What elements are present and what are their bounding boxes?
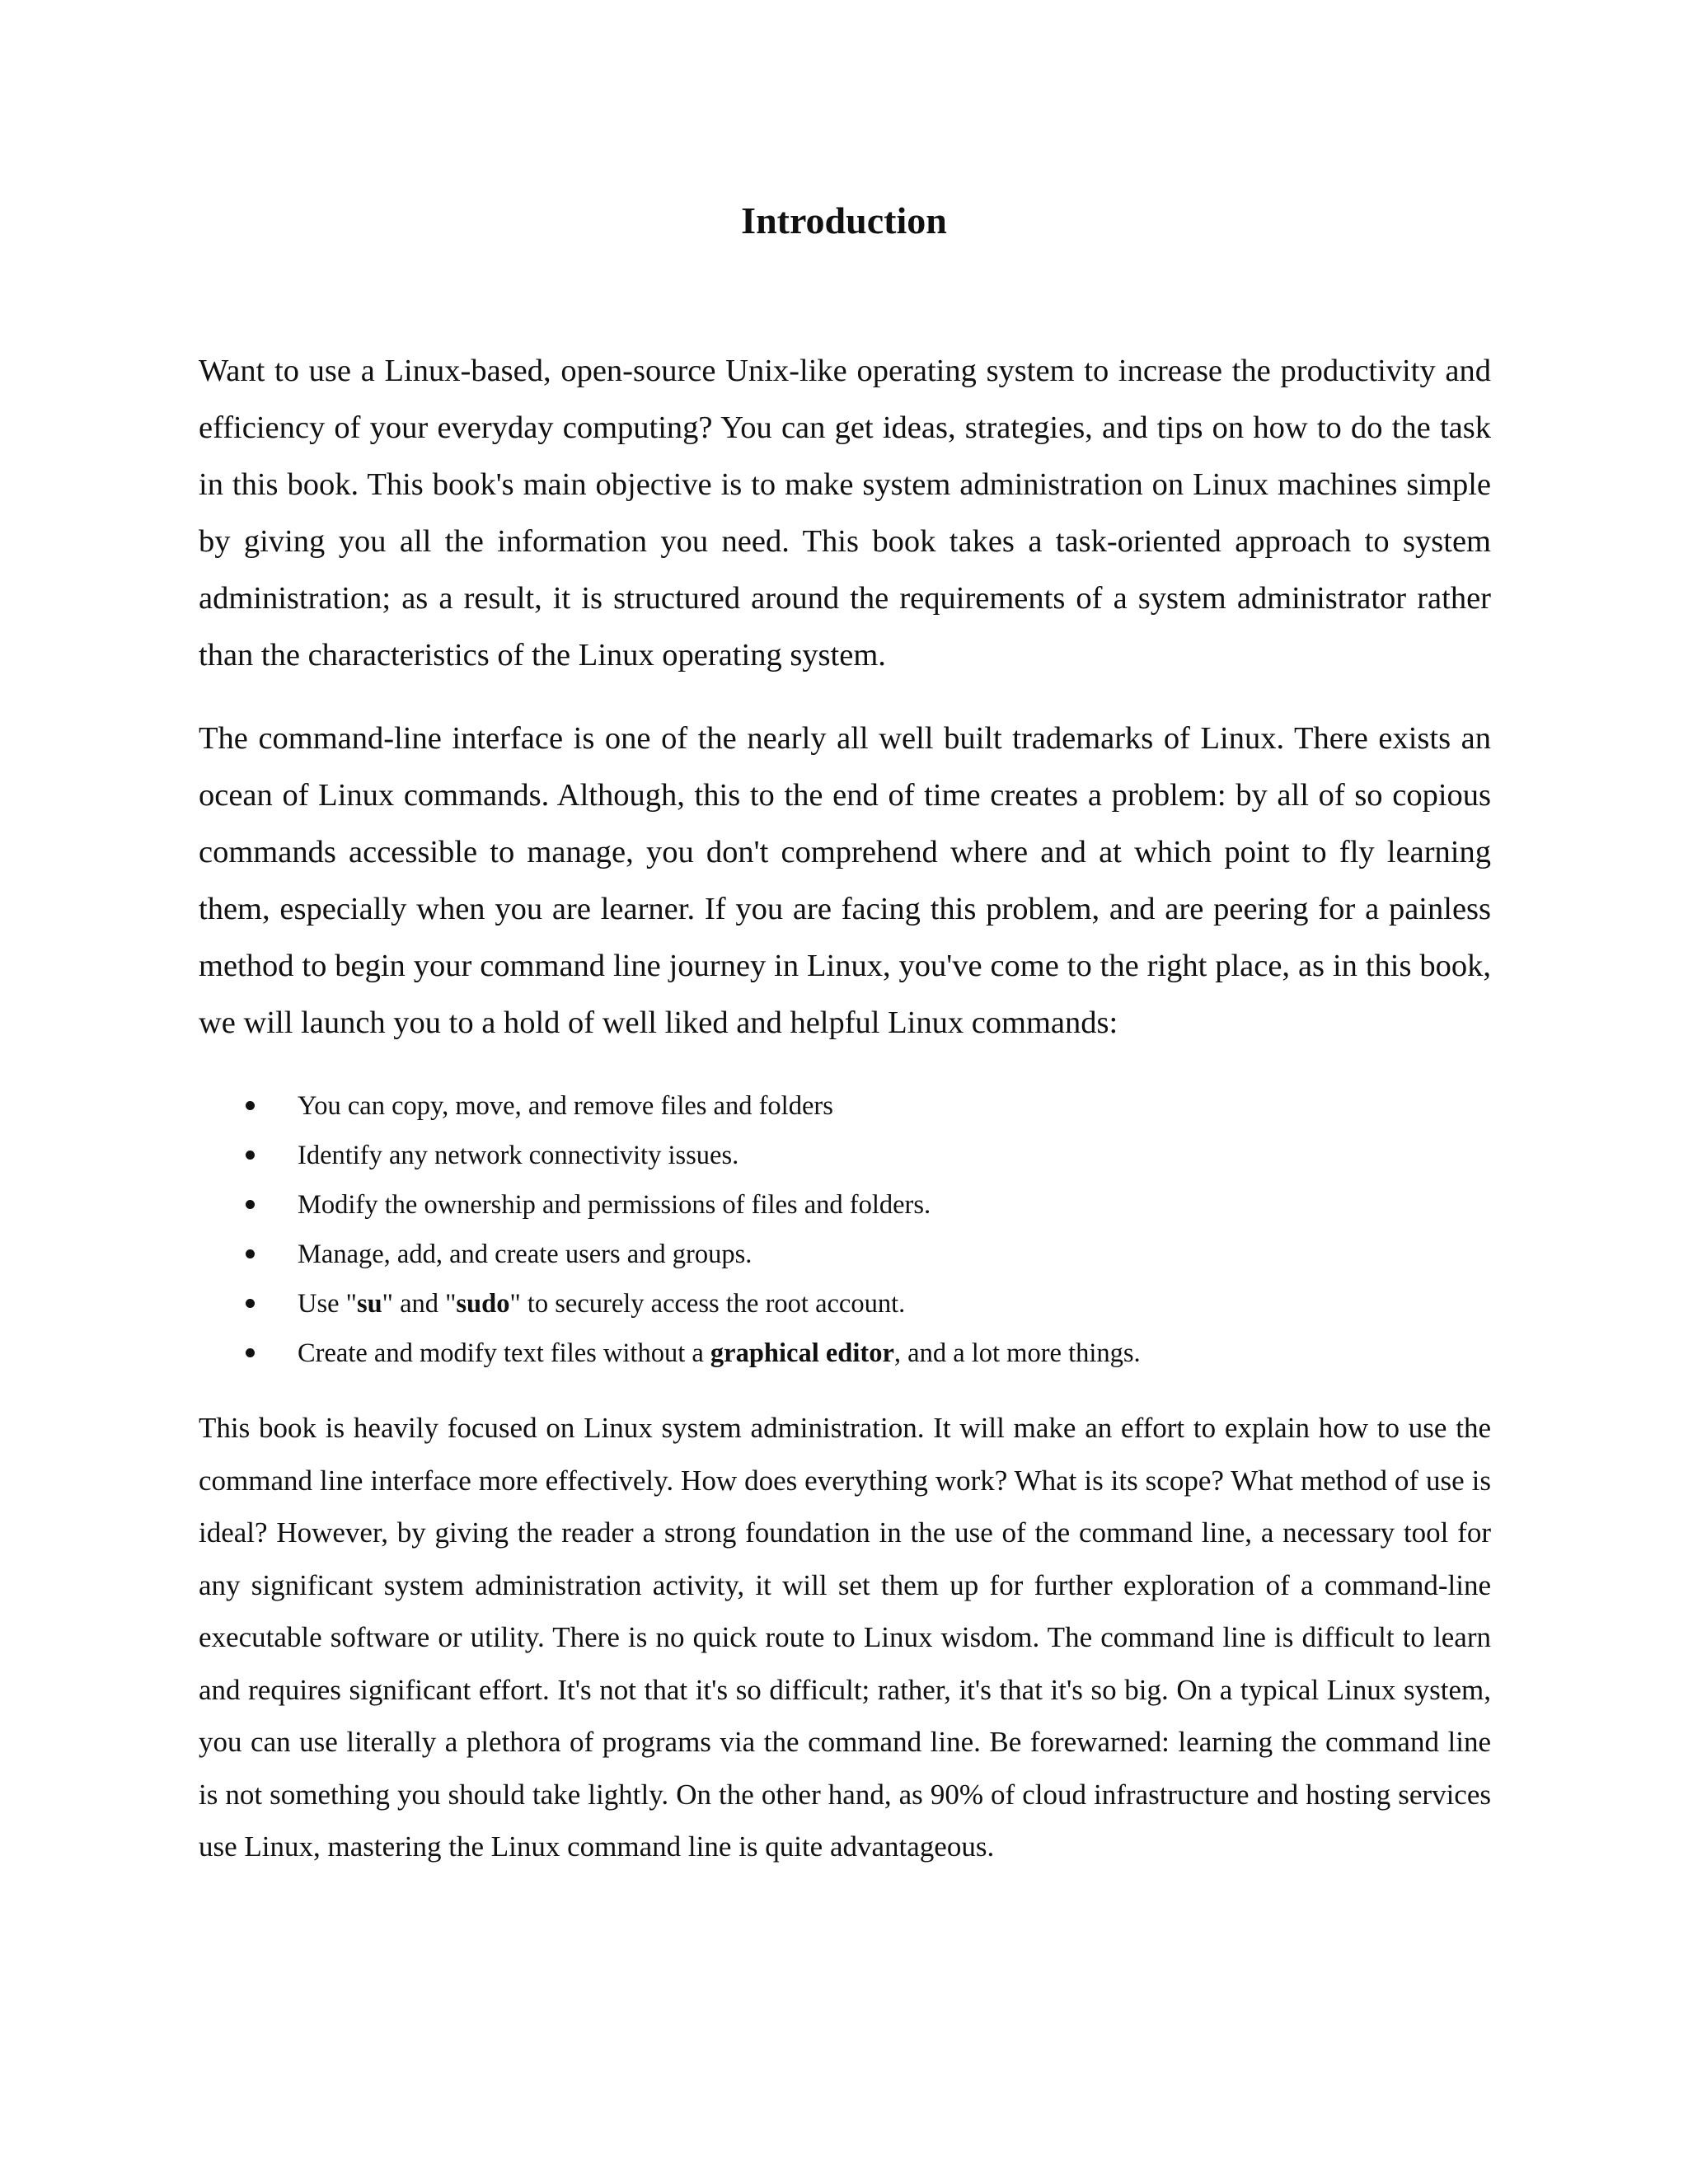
bullet-icon [246, 1101, 255, 1110]
list-item-text: Manage, add, and create users and groups. [298, 1240, 753, 1269]
list-item-text-post: , and a lot more things. [893, 1338, 1141, 1368]
intro-paragraph-1: Want to use a Linux-based, open-source Unix-like operating system to increase the productivity and efficiency of your everyday computing? You can get ideas, strategies, and tips on how to do the task in this book. This book's main objective is to make system administration on Linux machines simple by giving you all the information you need. This book takes a task-oriented approach to system administration; as a result, it is structured around the requirements of a system administrator rather than the characteristics of the Linux operating system. [199, 354, 1491, 673]
list-item-text-pre: Create and modify text files without a [298, 1338, 710, 1368]
bullet-icon [246, 1348, 255, 1357]
list-item-text-post: " to securely access the root account. [509, 1289, 906, 1319]
list-item-text-mid: " and " [382, 1289, 457, 1319]
intro-paragraph-2: The command-line interface is one of the nearly all well built trademarks of Linux. There exists an ocean of Linux commands. Although, this to the end of time creates a problem: by all of so copious commands accessible to manage, you don't comprehend where and at which point to fly learning them, especially when you are learner. If you are facing this problem, and are peering for a painless method to begin your command line journey in Linux, you've come to the right place, as in this book, we will launch you to a hold of well liked and helpful Linux commands: [199, 721, 1491, 1040]
list-item-text: You can copy, move, and remove files and folders [298, 1091, 833, 1121]
intro-paragraph-3: This book is heavily focused on Linux system administration. It will make an effort to explain how to use the command line interface more effectively. How does everything work? What is its scope? What method of use is ideal? However, by giving the reader a strong foundation in the use of the command line, a necessary tool for any significant system administration activity, it will set them up for further exploration of a command-line executable software or utility. There is no quick route to Linux wisdom. The command line is difficult to learn and requires significant effort. It's not that it's so difficult; rather, it's that it's so big. On a typical Linux system, you can use literally a plethora of programs via the command line. Be forewarned: learning the command line is not something you should take lightly. On the other hand, as 90% of cloud infrastructure and hosting services use Linux, mastering the Linux command line is quite advantageous. [199, 1412, 1491, 1863]
list-item-text: Identify any network connectivity issues. [298, 1141, 739, 1170]
bullet-icon [246, 1299, 255, 1308]
list-item [199, 1081, 1491, 1131]
command-name-sudo: sudo [456, 1289, 510, 1319]
list-item [199, 1131, 1491, 1180]
list-item [199, 1180, 1491, 1230]
page-title: Introduction [741, 199, 947, 241]
command-topics-list [199, 1081, 1491, 1378]
list-item [199, 1279, 1491, 1329]
list-item-text: Modify the ownership and permissions of files and folders. [298, 1190, 931, 1220]
bullet-icon [246, 1151, 255, 1160]
list-item-text-pre: Use " [298, 1289, 357, 1319]
emphasis-graphical-editor: graphical editor [710, 1338, 894, 1368]
command-name-su: su [356, 1289, 382, 1319]
bullet-icon [246, 1200, 255, 1209]
bullet-icon [246, 1249, 255, 1258]
list-item [199, 1329, 1491, 1378]
list-item [199, 1230, 1491, 1279]
